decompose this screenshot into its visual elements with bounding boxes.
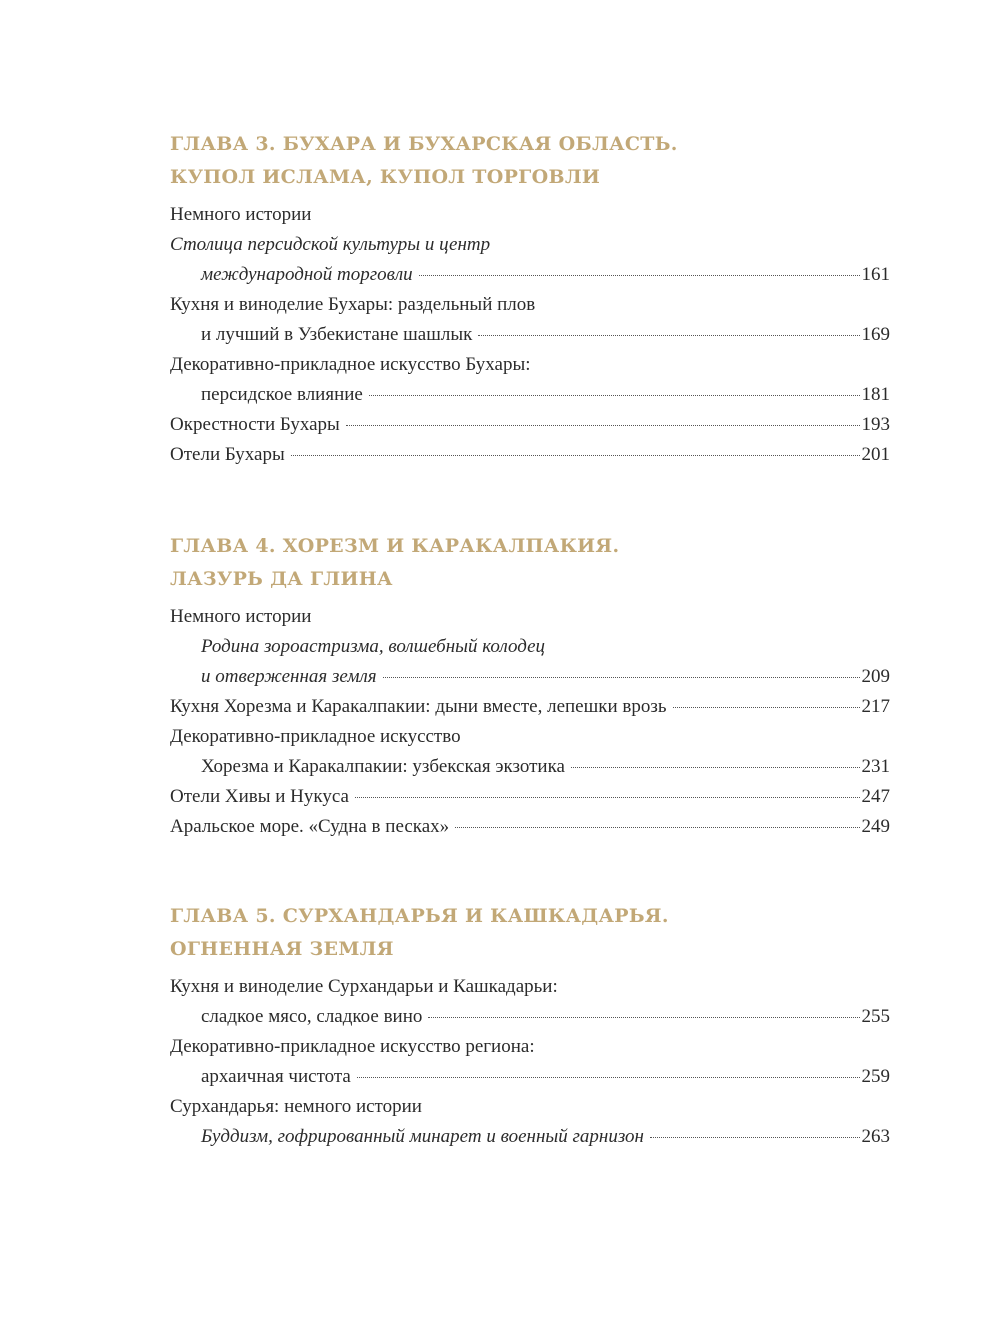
page-number: 181 bbox=[861, 384, 890, 405]
toc-entry-text: Немного истории bbox=[170, 606, 312, 627]
page-number: 217 bbox=[861, 696, 890, 717]
toc-entry-text: Хорезма и Каракалпакии: узбекская экзотика bbox=[201, 756, 565, 777]
toc-entry-text: Сурхандарья: немного истории bbox=[170, 1096, 422, 1117]
dot-leader bbox=[478, 335, 859, 336]
page-number: 263 bbox=[861, 1126, 890, 1147]
entry-list bbox=[170, 200, 890, 470]
toc-entry bbox=[170, 1092, 890, 1122]
toc-entry-text: Декоративно-прикладное искусство Бухары: bbox=[170, 354, 531, 375]
chapter-title bbox=[170, 128, 890, 194]
toc-entry-text: и лучший в Узбекистане шашлык bbox=[201, 324, 473, 345]
toc-entry-text: Окрестности Бухары bbox=[170, 414, 340, 435]
toc-entry-text: Кухня и виноделие Сурхандарьи и Кашкадарьи: bbox=[170, 976, 558, 997]
toc-entry bbox=[170, 602, 890, 632]
dot-leader bbox=[383, 677, 860, 678]
entry-list bbox=[170, 972, 890, 1152]
chapter-title bbox=[170, 900, 890, 966]
toc-entry[interactable] bbox=[170, 380, 890, 410]
dot-leader bbox=[346, 425, 860, 426]
toc-entry-text: Родина зороастризма, волшебный колодец bbox=[201, 636, 546, 657]
dot-leader bbox=[673, 707, 860, 708]
toc-entry bbox=[170, 1032, 890, 1062]
toc-entry-text: Отели Хивы и Нукуса bbox=[170, 786, 349, 807]
dot-leader bbox=[419, 275, 860, 276]
toc-entry bbox=[170, 972, 890, 1002]
toc-entry-text: архаичная чистота bbox=[201, 1066, 351, 1087]
toc-entry[interactable] bbox=[170, 320, 890, 350]
dot-leader bbox=[455, 827, 859, 828]
page-number: 247 bbox=[861, 786, 890, 807]
toc-entry-text: Буддизм, гофрированный минарет и военный гарнизон bbox=[201, 1126, 644, 1147]
toc-entry-text: Немного истории bbox=[170, 204, 312, 225]
toc-entry[interactable] bbox=[170, 662, 890, 692]
chapter-title-line-1: ГЛАВА 5. СУРХАНДАРЬЯ И КАШКАДАРЬЯ. bbox=[170, 905, 669, 927]
entry-list bbox=[170, 602, 890, 842]
chapter-4-section bbox=[170, 530, 890, 842]
dot-leader bbox=[355, 797, 860, 798]
dot-leader bbox=[357, 1077, 860, 1078]
toc-entry[interactable] bbox=[170, 1122, 890, 1152]
dot-leader bbox=[571, 767, 860, 768]
toc-entry-text: сладкое мясо, сладкое вино bbox=[201, 1006, 423, 1027]
toc-entry-text: Столица персидской культуры и центр bbox=[170, 234, 491, 255]
toc-entry[interactable] bbox=[170, 440, 890, 470]
toc-entry bbox=[170, 722, 890, 752]
toc-entry-text: международной торговли bbox=[201, 264, 413, 285]
chapter-5-section bbox=[170, 900, 890, 1152]
toc-entry[interactable] bbox=[170, 260, 890, 290]
chapter-title-line-2: КУПОЛ ИСЛАМА, КУПОЛ ТОРГОВЛИ bbox=[170, 166, 601, 188]
page-number: 169 bbox=[861, 324, 890, 345]
toc-entry bbox=[170, 350, 890, 380]
toc-entry-text: Аральское море. «Судна в песках» bbox=[170, 816, 450, 837]
toc-entry[interactable] bbox=[170, 782, 890, 812]
page-number: 209 bbox=[861, 666, 890, 687]
chapter-title bbox=[170, 530, 890, 596]
page-number: 249 bbox=[861, 816, 890, 837]
toc-entry[interactable] bbox=[170, 752, 890, 782]
chapter-title-line-1: ГЛАВА 4. ХОРЕЗМ И КАРАКАЛПАКИЯ. bbox=[170, 535, 620, 557]
toc-entry[interactable] bbox=[170, 410, 890, 440]
toc-entry[interactable] bbox=[170, 1002, 890, 1032]
page-number: 193 bbox=[861, 414, 890, 435]
page-number: 259 bbox=[861, 1066, 890, 1087]
dot-leader bbox=[428, 1017, 859, 1018]
page-number: 231 bbox=[861, 756, 890, 777]
dot-leader bbox=[650, 1137, 860, 1138]
toc-entry-text: персидское влияние bbox=[201, 384, 363, 405]
dot-leader bbox=[291, 455, 860, 456]
toc-entry bbox=[170, 290, 890, 320]
toc-entry-text: Отели Бухары bbox=[170, 444, 285, 465]
page-number: 201 bbox=[861, 444, 890, 465]
toc-entry-text: Кухня и виноделие Бухары: раздельный плов bbox=[170, 294, 536, 315]
toc-entry[interactable] bbox=[170, 692, 890, 722]
page-number: 255 bbox=[861, 1006, 890, 1027]
chapter-title-line-2: ОГНЕННАЯ ЗЕМЛЯ bbox=[170, 938, 394, 960]
toc-entry[interactable] bbox=[170, 812, 890, 842]
toc-entry-text: Декоративно-прикладное искусство региона: bbox=[170, 1036, 535, 1057]
toc-entry bbox=[170, 632, 890, 662]
toc-entry-text: и отверженная земля bbox=[201, 666, 377, 687]
toc-entry-text: Декоративно-прикладное искусство bbox=[170, 726, 461, 747]
toc-entry bbox=[170, 230, 890, 260]
toc-entry-text: Кухня Хорезма и Каракалпакии: дыни вместе, лепешки врозь bbox=[170, 696, 667, 717]
toc-entry bbox=[170, 200, 890, 230]
chapter-3-section bbox=[170, 128, 890, 470]
chapter-title-line-2: ЛАЗУРЬ ДА ГЛИНА bbox=[170, 568, 393, 590]
page-number: 161 bbox=[861, 264, 890, 285]
chapter-title-line-1: ГЛАВА 3. БУХАРА И БУХАРСКАЯ ОБЛАСТЬ. bbox=[170, 133, 678, 155]
dot-leader bbox=[369, 395, 860, 396]
toc-entry[interactable] bbox=[170, 1062, 890, 1092]
